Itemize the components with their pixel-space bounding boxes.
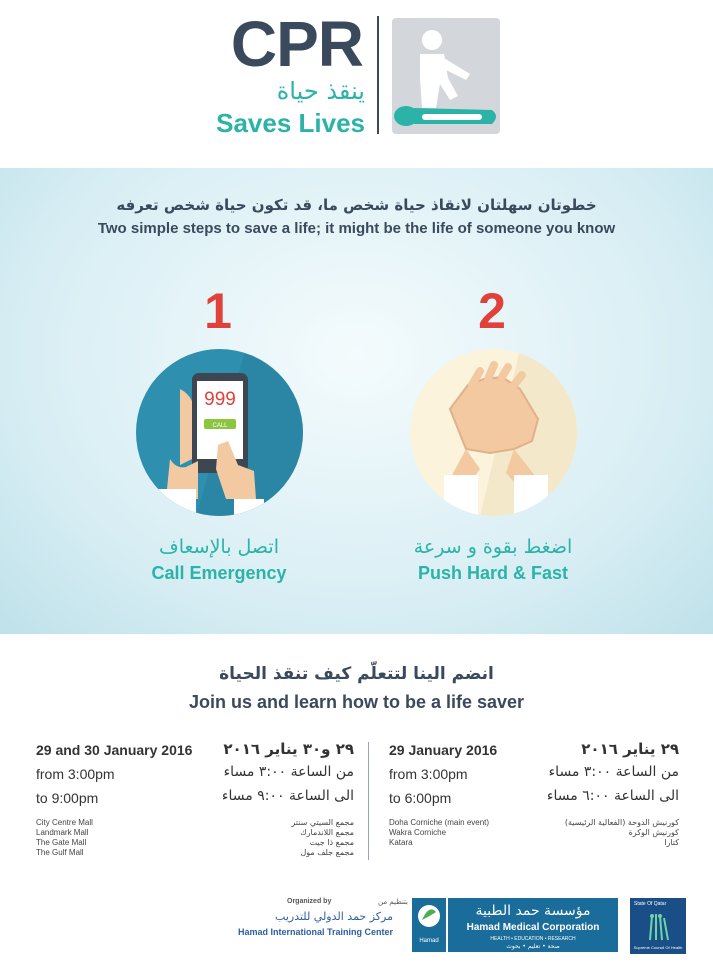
sch-emblem-icon <box>642 910 674 942</box>
venue-item-arabic: مجمع السيتي سنتر <box>291 818 354 827</box>
event-start-time: from 3:00pm <box>389 766 468 782</box>
sch-state-label: State Of Qatar <box>634 901 667 907</box>
organized-by-label-arabic: بتنظيم من <box>378 898 408 906</box>
hmc-name-arabic: مؤسسة حمد الطبية <box>475 903 591 919</box>
join-heading-arabic: انضم الينا لتتعلّم كيف تنقذ الحياة <box>219 664 494 684</box>
hmc-tagline-arabic: صحة • تعليم • بحوث <box>506 943 560 950</box>
venue-item: City Centre Mall <box>36 818 93 827</box>
header <box>0 0 713 168</box>
hitc-name-arabic: مركز حمد الدولي للتدريب <box>275 910 393 923</box>
intro-arabic: خطوتان سهلتان لانقاذ حياة شخص ما، قد تكون حياة شخص تعرفه <box>116 196 597 214</box>
join-heading: Join us and learn how to be a life saver <box>188 692 525 712</box>
venue-list-arabic <box>291 818 354 858</box>
step-1-number: 1 <box>204 283 232 339</box>
venue-item-arabic: كتارا <box>664 838 679 847</box>
venue-item: The Gate Mall <box>36 838 87 847</box>
venue-item-arabic: كورنيش الوكرة <box>628 828 679 837</box>
event-end-time: to 6:00pm <box>389 790 452 806</box>
logo-title: CPR <box>230 8 363 80</box>
logo-tagline: Saves Lives <box>216 108 365 138</box>
event-end-time-arabic: الى الساعة ٩:٠٠ مساء <box>221 788 354 804</box>
venue-item-arabic: مجمع ذا جيت <box>309 838 354 847</box>
chest-compression-hands-icon <box>410 349 577 516</box>
hmc-name: Hamad Medical Corporation <box>466 922 600 933</box>
step-2-label: Push Hard & Fast <box>417 563 569 583</box>
event-date-arabic: ٢٩ يناير ٢٠١٦ <box>581 740 679 758</box>
step-1-label: Call Emergency <box>151 563 287 583</box>
event-date-arabic: ٢٩ و٣٠ يناير ٢٠١٦ <box>223 740 354 758</box>
sch-name-label: Supreme Council Of Health <box>633 945 683 950</box>
venue-item: Landmark Mall <box>36 828 89 837</box>
venue-list <box>389 818 489 848</box>
event-end-time-arabic: الى الساعة ٦:٠٠ مساء <box>546 788 679 804</box>
hamad-logo <box>412 898 446 952</box>
event-start-time-arabic: من الساعة ٣:٠٠ مساء <box>223 764 354 780</box>
venue-item: Wakra Corniche <box>389 828 447 837</box>
event-mall-schedule <box>36 740 354 866</box>
event-end-time: to 9:00pm <box>36 790 99 806</box>
event-corniche-schedule <box>389 740 679 866</box>
venue-item: The Gulf Mall <box>36 848 84 857</box>
column-divider <box>368 742 369 860</box>
venue-item-arabic: مجمع جلف مول <box>300 848 354 857</box>
phone-number: 999 <box>204 389 236 410</box>
phone-call-label: CALL <box>212 423 228 429</box>
step-1-label-arabic: اتصل بالإسعاف <box>159 536 279 558</box>
step-1-illustration <box>136 349 303 516</box>
venue-item: Katara <box>389 838 413 847</box>
event-start-time: from 3:00pm <box>36 766 115 782</box>
step-2-illustration <box>410 349 577 516</box>
venue-item-arabic: كورنيش الدوحة (الفعالية الرئيسية) <box>564 818 679 827</box>
logo-divider <box>377 16 379 134</box>
intro-english: Two simple steps to save a life; it might be the life of someone you know <box>97 220 616 237</box>
venue-list-arabic <box>565 818 679 848</box>
step-2-number: 2 <box>478 283 506 339</box>
hitc-name: Hamad International Training Center <box>237 927 393 937</box>
logo-title-arabic: ينقذ حياة <box>276 77 365 105</box>
hamad-leaf-icon <box>412 898 446 938</box>
hmc-tagline: HEALTH • EDUCATION • RESEARCH <box>490 936 576 942</box>
supreme-council-of-health-logo <box>630 898 686 954</box>
hamad-short-label: Hamad <box>419 938 439 944</box>
cpr-person-icon <box>392 18 500 134</box>
event-start-time-arabic: من الساعة ٣:٠٠ مساء <box>548 764 679 780</box>
hamad-medical-corporation-logo <box>448 898 618 952</box>
venue-item: Doha Corniche (main event) <box>389 818 490 827</box>
organized-by-label: Organized by <box>287 898 332 905</box>
event-date: 29 and 30 January 2016 <box>36 742 193 758</box>
venue-item-arabic: مجمع اللاندمارك <box>300 828 354 837</box>
venue-list <box>36 818 93 858</box>
phone-call-icon <box>136 349 303 516</box>
step-2-label-arabic: اضغط بقوة و سرعة <box>413 536 573 558</box>
event-date: 29 January 2016 <box>389 742 498 758</box>
